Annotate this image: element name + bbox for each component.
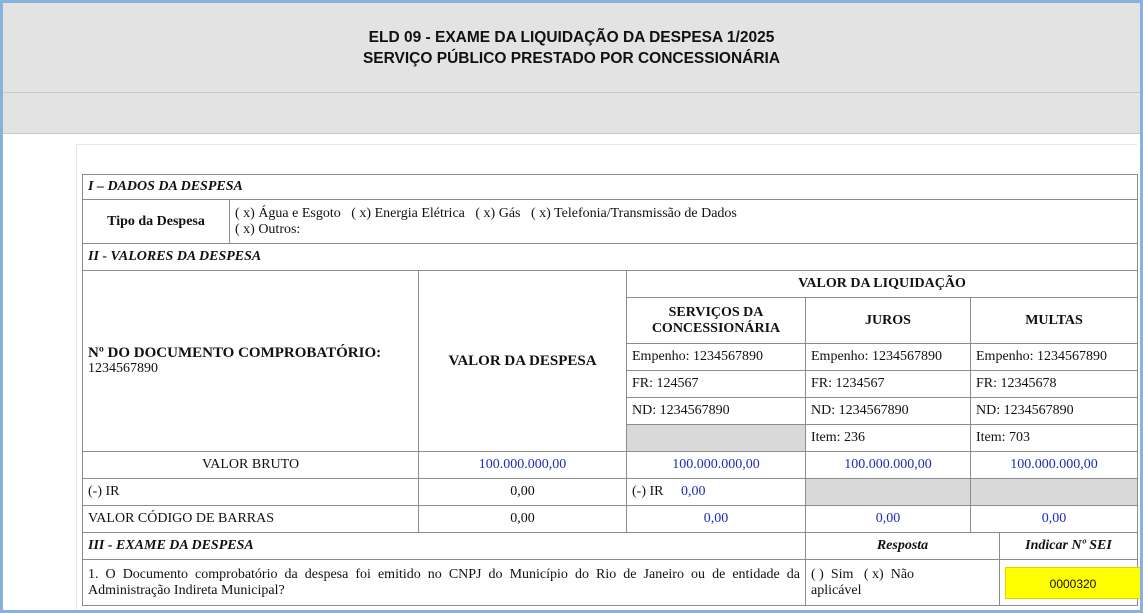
multas-fr: FR: 12345678 (971, 371, 1138, 398)
col-multas-label: MULTAS (971, 298, 1138, 344)
section3-header-row (83, 533, 1138, 560)
valor-bruto-label: VALOR BRUTO (83, 452, 419, 479)
ir-servicos-value: 0,00 (681, 484, 706, 499)
valor-bruto-row (83, 452, 1138, 479)
question1-resposta-line2: aplicável (811, 582, 862, 598)
question1-sei-value[interactable]: 0000320 (1005, 567, 1141, 599)
doc-number-value: 1234567890 (88, 361, 158, 376)
ir-row (83, 479, 1138, 506)
doc-number-label: Nº DO DOCUMENTO COMPROBATÓRIO: (88, 345, 382, 361)
servicos-empenho: Empenho: 1234567890 (627, 344, 806, 371)
codigo-barras-servicos: 0,00 (627, 506, 806, 533)
ir-servicos-label: (-) IR (632, 484, 664, 499)
col-servicos-label: SERVIÇOS DA CONCESSIONÁRIA (627, 298, 806, 344)
tipo-options-line1: ( x) Água e Esgoto ( x) Energia Elétrica ( x) Gás ( x) Telefonia/Transmissão de Dados (235, 205, 737, 221)
page-title: ELD 09 - EXAME DA LIQUIDAÇÃO DA DESPESA 1/2025 (368, 28, 775, 46)
page-subtitle: SERVIÇO PÚBLICO PRESTADO POR CONCESSIONÁRIA (362, 49, 781, 67)
question1-resposta-line1[interactable]: ( ) Sim ( x) Não (811, 566, 915, 582)
multas-nd: ND: 1234567890 (971, 398, 1138, 425)
multas-empenho: Empenho: 1234567890 (971, 344, 1138, 371)
valor-bruto-despesa: 100.000.000,00 (419, 452, 627, 479)
question1-sei-cell (1000, 560, 1138, 606)
valor-despesa-label: VALOR DA DESPESA (419, 271, 627, 452)
section2-header-row (83, 244, 1138, 271)
valor-bruto-servicos: 100.000.000,00 (627, 452, 806, 479)
juros-empenho: Empenho: 1234567890 (806, 344, 971, 371)
codigo-barras-multas: 0,00 (971, 506, 1138, 533)
liquidacao-header-row (83, 271, 1138, 298)
valor-bruto-juros: 100.000.000,00 (806, 452, 971, 479)
servicos-item-empty (627, 425, 806, 452)
section1-title: I – DADOS DA DESPESA (83, 175, 1138, 200)
servicos-nd: ND: 1234567890 (627, 398, 806, 425)
juros-fr: FR: 1234567 (806, 371, 971, 398)
tipo-options (230, 200, 1138, 244)
tipo-row (83, 200, 1138, 244)
codigo-barras-despesa: 0,00 (419, 506, 627, 533)
sei-label: Indicar Nº SEI (1000, 533, 1138, 560)
question1-row (83, 560, 1138, 606)
codigo-barras-label: VALOR CÓDIGO DE BARRAS (83, 506, 419, 533)
valor-bruto-multas: 100.000.000,00 (971, 452, 1138, 479)
valor-liquidacao-label: VALOR DA LIQUIDAÇÃO (627, 271, 1138, 298)
juros-item: Item: 236 (806, 425, 971, 452)
codigo-barras-juros: 0,00 (806, 506, 971, 533)
ir-label: (-) IR (83, 479, 419, 506)
col-juros-label: JUROS (806, 298, 971, 344)
juros-nd: ND: 1234567890 (806, 398, 971, 425)
codigo-barras-row (83, 506, 1138, 533)
ir-multas-empty (971, 479, 1138, 506)
form-table (82, 174, 1138, 606)
tipo-options-line2: ( x) Outros: (235, 221, 301, 237)
section1-header-row (83, 175, 1138, 200)
ir-servicos (627, 479, 806, 506)
section2-title: II - VALORES DA DESPESA (83, 244, 1138, 271)
question1-resposta[interactable] (806, 560, 1000, 606)
ir-despesa: 0,00 (419, 479, 627, 506)
doc-number-cell (83, 271, 419, 452)
question1-text: 1. O Documento comprobatório da despesa foi emitido no CNPJ do Município do Rio de Janeiro ou de entidade da Administração Indireta Municipal? (83, 560, 806, 606)
resposta-label: Resposta (806, 533, 1000, 560)
toolbar-strip (3, 93, 1140, 134)
servicos-fr: FR: 124567 (627, 371, 806, 398)
section3-title: III - EXAME DA DESPESA (83, 533, 806, 560)
ir-juros-empty (806, 479, 971, 506)
page-header (3, 3, 1140, 93)
tipo-label: Tipo da Despesa (83, 200, 230, 244)
multas-item: Item: 703 (971, 425, 1138, 452)
